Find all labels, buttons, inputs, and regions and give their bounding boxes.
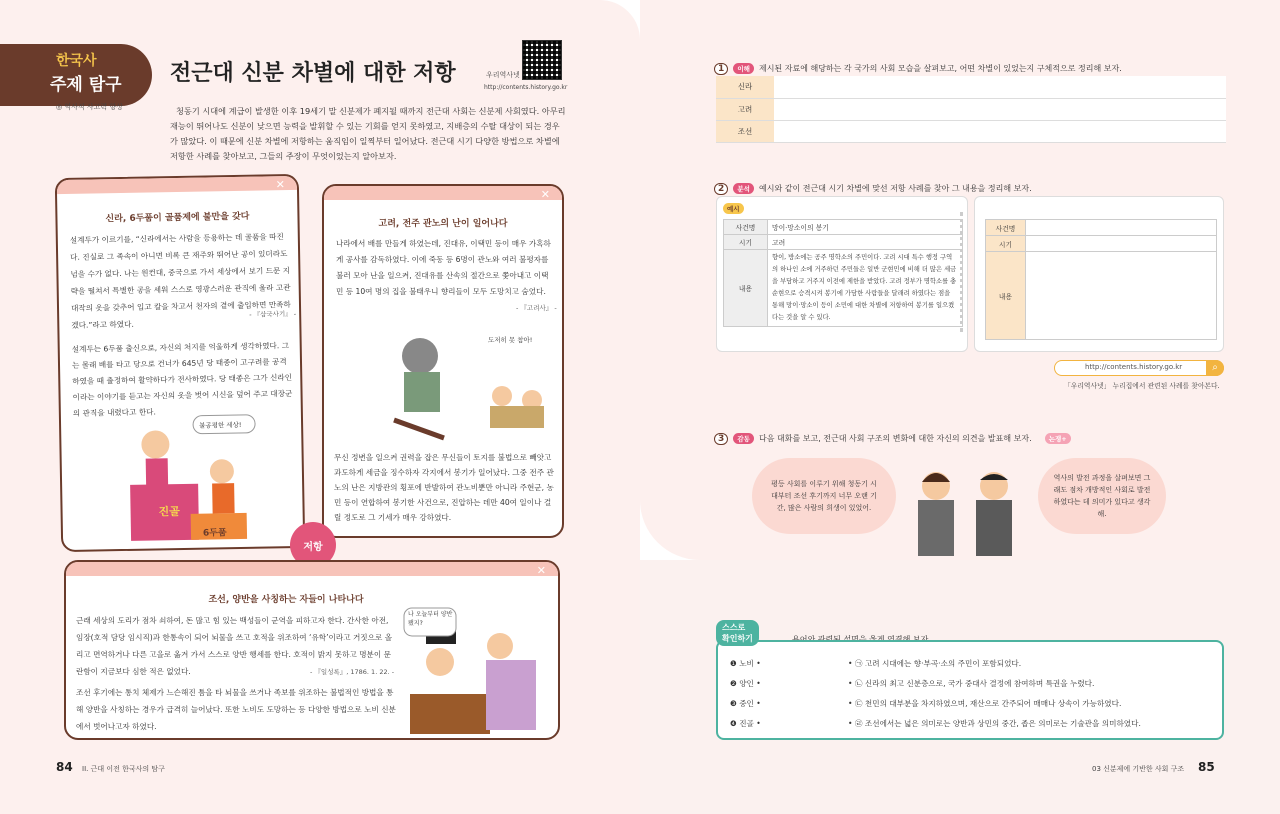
card-goryeo (322, 184, 564, 538)
card-body: 무신 정변을 일으켜 권력을 잡은 무신들이 토지를 불법으로 빼앗고 과도하게 세금을 징수하자 각지에서 봉기가 일어났다. 그중 전주 관노의 난은 지방관의 횡포에 반발하여 관노비뿐만 아니라 주현군, 농민 등이 연합하여 봉기한 사건으로, 진압하는 데만 40여 일이나 걸릴 정도로 그 기세가 매우 강하였다. (334, 453, 554, 522)
question-text: 제시된 자료에 해당하는 각 국가의 사회 모습을 살펴보고, 어떤 차별이 있었는지 구체적으로 정리해 보자. (759, 64, 1122, 73)
search-note: 「우리역사넷」 누리집에서 관련된 사례를 찾아본다. (1064, 382, 1220, 390)
question-number: 3 (714, 433, 728, 445)
answer-field[interactable] (774, 120, 1226, 142)
example-box (716, 196, 968, 352)
card-silla (55, 174, 305, 552)
intro-text: 청동기 시대에 계급이 발생한 이후 19세기 말 신분제가 폐지될 때까지 전근대 사회는 신분제 사회였다. 아무리 재능이 뛰어나도 신분이 낮으면 능력을 발휘할 수 있는 기회를 얻지 못하였고, 지배층의 수탈 대상이 되는 경우가 많았다. 이 때문에 신분 차별에 저항하는 움직임이 일찍부터 일어났다. 전근대 시기 다양한 방법으로 차별에 저항한 사례를 찾아보고, 그들의 주장이 무엇이었는지 알아보자. (170, 106, 566, 161)
question-text: 예시와 같이 전근대 시기 차별에 맞선 저항 사례를 찾아 그 내용을 정리해 보자. (759, 184, 1032, 193)
close-icon: ✕ (536, 564, 546, 577)
close-icon: ✕ (540, 188, 550, 201)
card-header (66, 562, 558, 576)
card-source: - 『삼국사기』 - (249, 309, 297, 319)
right-page (640, 0, 1280, 814)
cell-value: 향이, 방소에는 공주 명학소의 주민이다. 고려 시대 특수 행정 구역의 하나인 소에 거주하던 주민들은 일반 군현민에 비해 더 많은 세금을 부담하고 거주지 이전에 제한을 받았다. 고려 정부가 명학소를 충순현으로 승격시켜 봉기에 가담한 사람들을 달래려 하였다는 점을 통해 망이·망소이 등이 소민에 대한 차별에 저항하여 봉기를 일으켰다는 것을 알 수 있다. (768, 250, 963, 327)
badge-line2: 주제 탐구 (50, 75, 122, 95)
self-check-box (716, 640, 1224, 740)
self-check-badge-line2: 확인하기 (722, 634, 753, 643)
question-tag: 이해 (733, 63, 754, 74)
qr-label: 우리역사넷 (486, 71, 520, 79)
answer-box (974, 196, 1224, 352)
term-item[interactable]: ❷ 양인 • (730, 679, 761, 688)
question-2 (714, 176, 1032, 195)
search-icon[interactable]: ⌕ (1206, 360, 1224, 376)
speech-bubble-left: 평등 사회를 이루기 위해 청동기 시대부터 조선 후기까지 너무 오랜 기간, 많은 사람의 희생이 있었어. (752, 458, 896, 534)
cell-label: 사건명 (986, 220, 1026, 236)
search-url: http://contents.history.go.kr (1085, 363, 1183, 371)
answer-field[interactable] (1026, 252, 1217, 340)
card-joseon (64, 560, 560, 740)
term-item[interactable]: ❶ 노비 • (730, 659, 761, 668)
close-icon: ✕ (275, 178, 286, 192)
row-label: 조선 (716, 120, 774, 142)
card-quote: 설계두가 이르기를, “신라에서는 사람을 등용하는 데 골품을 따진다. 진실로 그 족속이 아니면 비록 큰 재주와 뛰어난 공이 있더라도 넘을 수가 없다. 나는 원컨대, 중국으로 가서 세상에서 보기 드문 지략을 떨쳐서 특별한 공을 세워 스스로 영광스러운 관직에 올라 고관대작의 옷을 갖추어 입고 칼을 차고서 천자의 곁에 출입하면 만족하겠다.”라고 하였다. (69, 232, 291, 330)
speech-bubble-right: 역사의 발전 과정을 살펴보면 그래도 점차 개방적인 사회로 발전하였다는 데 의미가 있다고 생각해. (1038, 458, 1166, 534)
debate-tag: 논쟁+ (1045, 433, 1071, 444)
silla-illustration-icon (71, 412, 297, 546)
q1-table (716, 76, 1226, 143)
cell-label: 내용 (724, 250, 768, 327)
answer-field[interactable] (774, 76, 1226, 98)
card-header (324, 186, 562, 200)
answer-field[interactable] (774, 98, 1226, 120)
example-tag: 예시 (723, 203, 744, 214)
question-3 (714, 426, 1071, 445)
page-title: 전근대 신분 차별에 대한 저항 (170, 61, 456, 86)
question-tag: 감동 (733, 433, 754, 444)
cell-label: 시기 (986, 236, 1026, 252)
speech-bubble: 나 오늘부터 양반 됐지? (408, 611, 453, 627)
badge-line1: 한국사 (56, 53, 97, 69)
cell-value: 망이·망소이의 봉기 (768, 220, 963, 235)
cell-label: 내용 (986, 252, 1026, 340)
row-label: 신라 (716, 76, 774, 98)
cell-label: 사건명 (724, 220, 768, 235)
card-source: - 『고려사』 - (516, 304, 557, 312)
term-item[interactable]: ❸ 중인 • (730, 699, 761, 708)
resistance-stamp: 저항 (290, 522, 336, 568)
card-quote: 나라에서 배를 만들게 하였는데, 진대유, 이택민 등이 매우 가혹하게 공사를 감독하였다. 이에 죽동 등 6명이 관노와 여러 불평자를 불러 모아 난을 일으켜, 진대유를 산속의 절간으로 쫓아내고 이택민 등 10여 명의 집을 불태우니 향리들이 모두 도망치고 숨었다. (336, 239, 551, 296)
card-quote: 근래 세상의 도리가 점차 쇠하여, 돈 많고 힘 있는 백성들이 군역을 피하고자 한다. 간사한 아전, 임장(호적 담당 임시직)과 한통속이 되어 뇌물을 쓰고 호적을 위조하여 ‘유학’이라고 거짓으로 올리고 면역하거나 다른 고을로 옮겨 가서 스스로 양반 행세를 한다. 호적이 밝지 못하고 명분이 문란함이 지금보다 심한 적은 없었다. (76, 616, 393, 676)
label-6dupum: 6두품 (202, 528, 227, 539)
card-header (57, 176, 297, 194)
section-badge (0, 44, 152, 106)
badge-subtitle: ◎ 역사적 사고력 향상 (56, 103, 123, 111)
term-item[interactable]: ❹ 진골 • (730, 719, 761, 728)
card-source: - 『일성록』, 1786. 1. 22. - (310, 668, 395, 676)
page-footer: 03 신분제에 기반한 사회 구조 (1092, 765, 1185, 773)
qr-code-icon[interactable] (522, 40, 562, 80)
row-label: 고려 (716, 98, 774, 120)
question-1 (714, 56, 1122, 75)
self-check-badge-line1: 스스로 (722, 623, 746, 632)
card-title: 조선, 양반을 사칭하는 자들이 나타나다 (208, 595, 364, 605)
page-number: 84 (56, 760, 73, 774)
answer-field[interactable] (1026, 236, 1217, 252)
definition-item[interactable]: • ㉣ 조선에서는 넓은 의미로는 양반과 상민의 중간, 좁은 의미로는 기술관을 의미하였다. (848, 719, 1141, 728)
definition-item[interactable]: • ㉠ 고려 시대에는 향·부곡·소의 주민이 포함되었다. (848, 659, 1022, 668)
students-illustration-icon (902, 464, 1032, 560)
search-bar[interactable] (1054, 360, 1224, 376)
answer-field[interactable] (1026, 220, 1217, 236)
qr-url[interactable]: http://contents.history.go.kr (484, 84, 568, 91)
card-body: 조선 후기에는 통치 체제가 느슨해진 틈을 타 뇌물을 쓰거나 족보를 위조하는 불법적인 방법을 통해 양반을 사칭하는 경우가 급격히 늘어났다. 또한 노비도 도망하는 등 다양한 방법으로 노비 신분에서 벗어나고자 하였다. (76, 688, 396, 731)
question-text: 다음 대화를 보고, 전근대 사회 구조의 변화에 대한 자신의 의견을 발표해 보자. (759, 434, 1032, 443)
self-check-badge (716, 620, 759, 646)
cell-value: 고려 (768, 235, 963, 250)
card-title: 고려, 전주 관노의 난이 일어나다 (378, 219, 508, 229)
page-footer: II. 근대 이전 한국사의 탐구 (82, 765, 165, 773)
label-jingol: 진골 (158, 505, 180, 519)
speech-bubble: 도저히 못 참아! (488, 336, 533, 344)
cell-label: 시기 (724, 235, 768, 250)
question-number: 2 (714, 183, 728, 195)
speech-bubble: 불공평한 세상! (199, 420, 242, 430)
card-body: 설계두는 6두품 출신으로, 자신의 처지를 억울하게 생각하였다. 그는 몰래 배를 타고 당으로 건너가 645년 당 태종이 고구려를 공격하였을 때 출정하여 활약하다가 전사하였다. 당 태종은 그가 신라인이라는 이야기를 듣고는 자신의 옷을 벗어 시신을 덮어 주고 대장군의 관직을 내렸다고 한다. (71, 341, 293, 418)
definition-item[interactable]: • ㉡ 신라의 최고 신분층으로, 국가 중대사 결정에 참여하며 특권을 누렸다. (848, 679, 1095, 688)
page-number: 85 (1198, 760, 1215, 774)
example-table (723, 219, 963, 327)
answer-table (985, 219, 1217, 340)
question-number: 1 (714, 63, 728, 75)
question-tag: 분석 (733, 183, 754, 194)
card-title: 신라, 6두품이 골품제에 불만을 갖다 (105, 211, 250, 225)
definition-item[interactable]: • ㉢ 천민의 대부분을 차지하였으며, 재산으로 간주되어 매매나 상속이 가능하였다. (848, 699, 1122, 708)
